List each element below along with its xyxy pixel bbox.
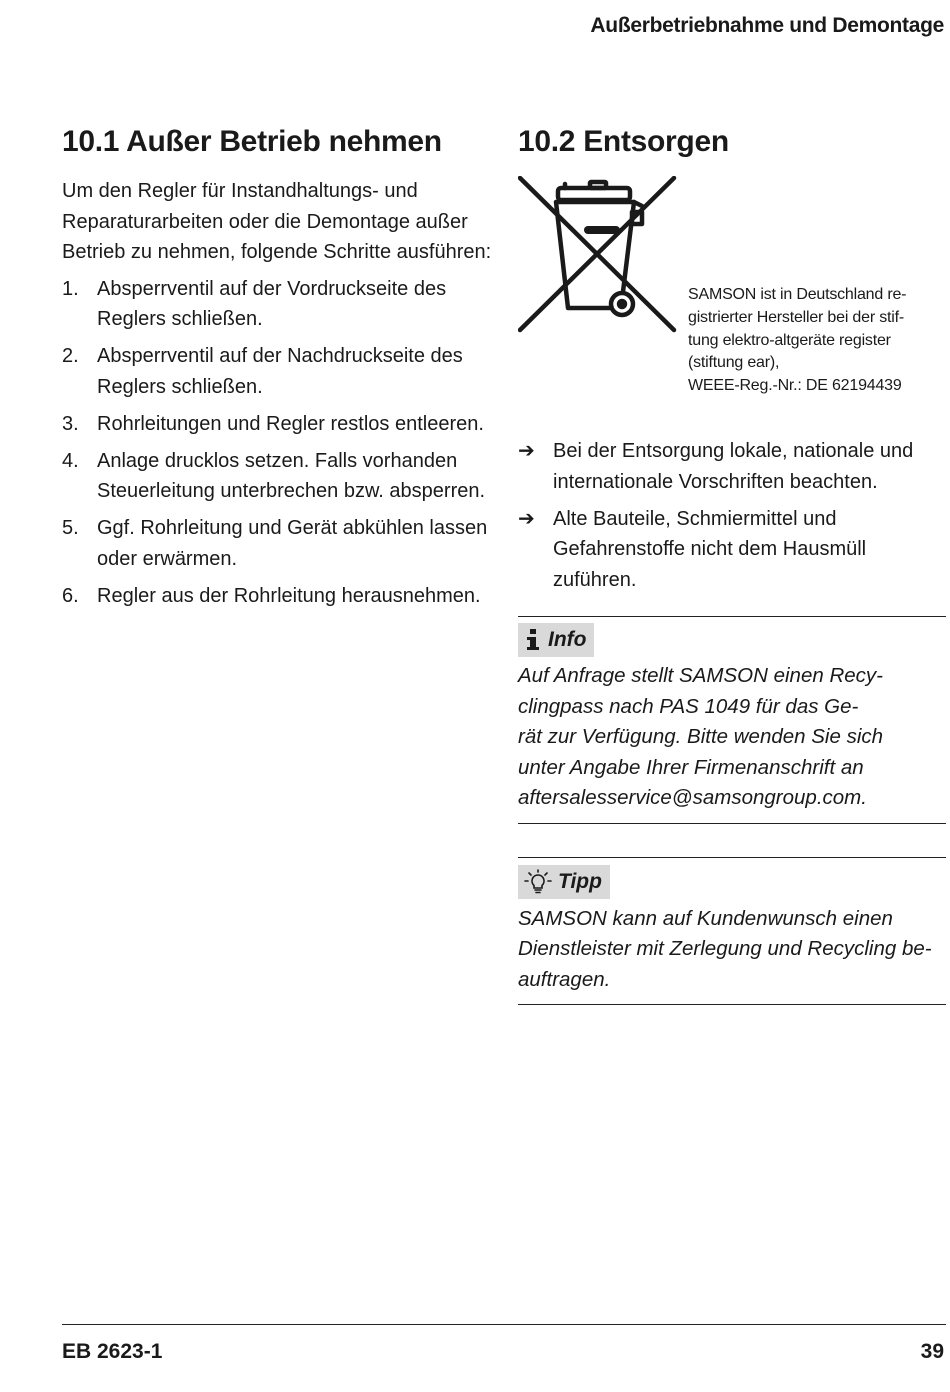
list-item [518,504,946,596]
weee-line: SAMSON ist in Deutschland re- [688,286,907,303]
list-item [62,341,494,402]
step-number: 4. [62,449,79,472]
instruction-text: Alte Bauteile, Schmiermittel und Gefahrenstoffe nicht dem Hausmüll zuführen. [553,507,867,591]
steps-list [62,274,494,612]
disposal-instructions [518,436,946,595]
tipp-label: Tipp [558,869,602,893]
weee-line: WEEE-Reg.-Nr.: DE 62194439 [688,377,902,395]
step-number: 3. [62,412,79,435]
info-label: Info [548,628,587,651]
weee-block [518,176,946,395]
weee-line: gistrierter Hersteller bei der stif- [688,308,904,326]
list-item [518,436,946,497]
footer-divider [62,1324,946,1325]
lightbulb-icon [524,869,552,895]
arrow-right-icon: ➔ [518,507,535,530]
tipp-line: auftragen. [518,967,611,991]
tipp-line: Dienstleister mit Zerlegung und Recycling be- [518,937,932,960]
step-number: 6. [62,584,79,607]
info-badge [518,623,594,657]
section-decommission [62,122,494,618]
tipp-text [518,904,946,996]
section-heading: 10.2 Entsorgen [518,125,729,158]
info-icon [524,628,542,652]
list-item [62,446,494,507]
arrow-right-icon: ➔ [518,440,535,462]
page-number: 39 [920,1340,944,1363]
step-text: Rohrleitungen und Regler restlos entleeren. [97,412,484,435]
weee-line: tung elektro-altgeräte register [688,331,891,349]
step-text: Absperrventil auf der Nachdruckseite des Reglers schließen. [97,345,463,398]
section-heading: 10.1 Außer Betrieb nehmen [62,125,442,158]
crossed-bin-icon [518,176,678,336]
tipp-box [518,857,946,1006]
info-box [518,616,946,824]
info-line: aftersalesservice@samsongroup.com. [518,786,867,809]
list-item [62,274,494,335]
info-line: unter Angabe Ihrer Firmenanschrift an [518,755,864,779]
step-number: 5. [62,517,79,539]
step-text: Absperrventil auf der Vordruckseite des Reglers schließen. [97,277,447,330]
list-item [62,581,494,612]
intro-paragraph: Um den Regler für Instandhaltungs- und Reparaturarbeiten oder die Demontage außer Betrieb zu nehmen, folgende Schritte ausführen: [62,180,492,263]
step-number: 1. [62,277,79,300]
weee-line: (stiftung ear), [688,354,780,372]
document-id: EB 2623-1 [62,1340,163,1363]
page-header-title: Außerbetriebnahme und Demontage [590,14,944,37]
step-number: 2. [62,345,79,367]
info-text [518,661,946,814]
info-line: Auf Anfrage stellt SAMSON einen Recy- [518,664,883,687]
step-text: Anlage drucklos setzen. Falls vorhanden Steuerleitung unterbrechen bzw. absperren. [97,449,486,502]
weee-registration-text [688,284,946,398]
section-disposal [518,122,946,1005]
tipp-badge [518,865,610,899]
info-line: rät zur Verfügung. Bitte wenden Sie sich [518,725,884,748]
instruction-text: Bei der Entsorgung lokale, nationale und internationale Vorschriften beachten. [553,440,914,493]
step-text: Regler aus der Rohrleitung herausnehmen. [97,584,481,607]
info-line: clingpass nach PAS 1049 für das Ge- [518,694,859,718]
step-text: Ggf. Rohrleitung und Gerät abkühlen lassen oder erwärmen. [97,517,488,570]
tipp-line: SAMSON kann auf Kundenwunsch einen [518,906,893,930]
list-item [62,409,494,440]
list-item [62,513,494,574]
